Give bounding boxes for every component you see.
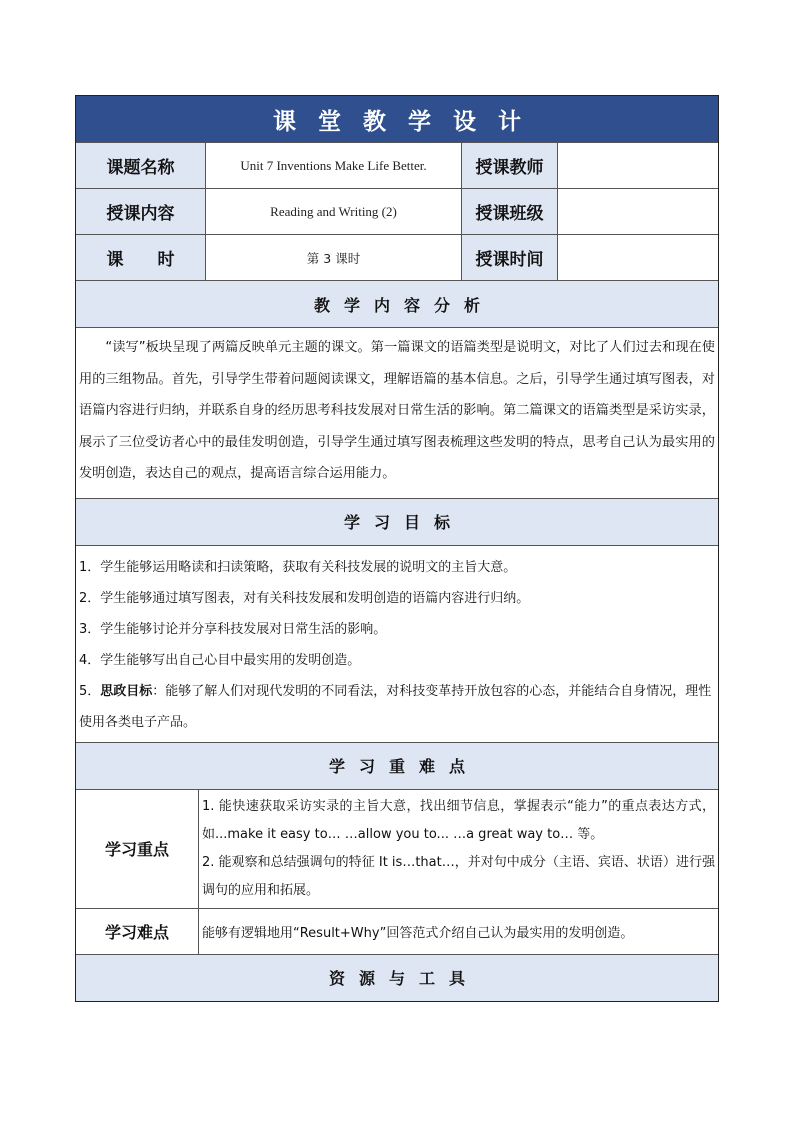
period-value: 第 3 课时 — [205, 235, 461, 280]
difficulty-text: 能够有逻辑地用“Result+Why”回答范式介绍自己认为最实用的发明创造。 — [198, 909, 718, 954]
title-row — [76, 96, 718, 142]
list-item: 2．学生能够通过填写图表，对有关科技发展和发明创造的语篇内容进行归纳。 — [79, 590, 530, 606]
difficulty-row — [76, 908, 718, 954]
class-label: 授课班级 — [461, 189, 557, 234]
teacher-label: 授课教师 — [461, 143, 557, 188]
list-item: 3．学生能够讨论并分享科技发展对日常生活的影响。 — [79, 621, 387, 637]
keypoints-heading-row — [76, 742, 718, 789]
list-item: 4．学生能够写出自己心目中最实用的发明创造。 — [79, 652, 361, 668]
difficulty-label: 学习难点 — [76, 909, 198, 954]
focus-row — [76, 789, 718, 908]
analysis-text: “读写”板块呈现了两篇反映单元主题的课文。第一篇课文的语篇类型是说明文，对比了人们过去和现在使用的三组物品。首先，引导学生带着问题阅读课文，理解语篇的基本信息。之后，引导学生通过填写图表，对语篇内容进行归纳，并联系自身的经历思考科技发展对日常生活的影响。第二篇课文的语篇类型是采访实录，展示了三位受访者心中的最佳发明创造，引导学生通过填写图表梳理这些发明的特点，思考自己认为最实用的发明创造，表达自己的观点，提高语言综合运用能力。 — [79, 340, 715, 481]
lesson-plan-table — [75, 95, 719, 1002]
objectives-body-row — [76, 545, 718, 742]
info-row-topic — [76, 142, 718, 188]
analysis-body-row — [76, 327, 718, 498]
info-row-period — [76, 234, 718, 280]
teacher-value — [557, 143, 718, 188]
topic-value: Unit 7 Inventions Make Life Better. — [205, 143, 461, 188]
item5-prefix: 5． — [79, 683, 101, 699]
objectives-list — [76, 546, 718, 742]
objectives-heading: 学习目标 — [76, 499, 718, 545]
resources-heading-row — [76, 954, 718, 1001]
resources-heading: 资源与工具 — [76, 955, 718, 1001]
objectives-heading-row — [76, 498, 718, 545]
content-value: Reading and Writing (2) — [205, 189, 461, 234]
list-item — [79, 676, 715, 738]
info-row-content — [76, 188, 718, 234]
content-label: 授课内容 — [76, 189, 205, 234]
focus-content — [198, 790, 718, 908]
item5-text: ：能够了解人们对现代发明的不同看法，对科技变革持开放包容的心态，并能结合自身情况，理性使用各类电子产品。 — [79, 683, 712, 730]
time-label: 授课时间 — [461, 235, 557, 280]
keypoints-heading: 学习重难点 — [76, 743, 718, 789]
topic-label: 课题名称 — [76, 143, 205, 188]
page-title: 课堂教学设计 — [76, 96, 718, 142]
list-item: 2. 能观察和总结强调句的特征 It is…that…，并对句中成分（主语、宾语、状语）进行强调句的应用和拓展。 — [202, 854, 715, 898]
focus-label: 学习重点 — [76, 790, 198, 908]
list-item: 1．学生能够运用略读和扫读策略，获取有关科技发展的说明文的主旨大意。 — [79, 559, 517, 575]
analysis-heading-row — [76, 280, 718, 327]
time-value — [557, 235, 718, 280]
list-item: 1. 能快速获取采访实录的主旨大意，找出细节信息，掌握表示“能力”的重点表达方式，如...make it easy to… …allow you to... …a great way to… 等。 — [202, 798, 715, 842]
class-value — [557, 189, 718, 234]
analysis-heading: 教学内容分析 — [76, 281, 718, 327]
period-label: 课 时 — [76, 235, 205, 280]
item5-bold: 思政目标 — [100, 683, 153, 699]
